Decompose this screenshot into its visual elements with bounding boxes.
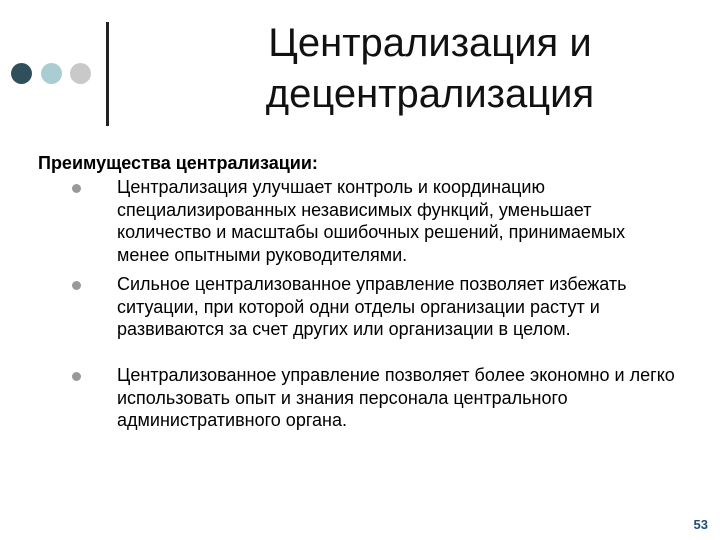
- section-heading: Преимущества централизации:: [38, 153, 318, 173]
- bullet-marker-icon: [72, 184, 81, 193]
- bullet-marker-icon: [72, 281, 81, 290]
- bullet-text: Централизованное управление позволяет более экономно и легко использовать опыт и знания персонала центрального административного органа.: [117, 365, 675, 430]
- page-number: 53: [693, 517, 708, 532]
- bullet-text: Централизация улучшает контроль и координацию специализированных независимых функций, уменьшает количество и масштабы ошибочных решений, принимаемых менее опытными руководителями.: [117, 177, 626, 265]
- gray-dot-decoration: [70, 63, 91, 84]
- slide-title: [150, 18, 710, 120]
- light-teal-dot-decoration: [41, 63, 62, 84]
- title-line-2: децентрализация: [265, 72, 595, 116]
- bullet-text: Сильное централизованное управление позволяет избежать ситуации, при которой одни отделы организации растут и развиваются за счет других или организации в целом.: [117, 274, 627, 339]
- title-line-1: Централизация и: [268, 21, 592, 65]
- title-divider-line: [106, 22, 109, 126]
- decorative-dots: [0, 0, 110, 140]
- dark-dot-decoration: [11, 63, 32, 84]
- bullet-marker-icon: [72, 372, 81, 381]
